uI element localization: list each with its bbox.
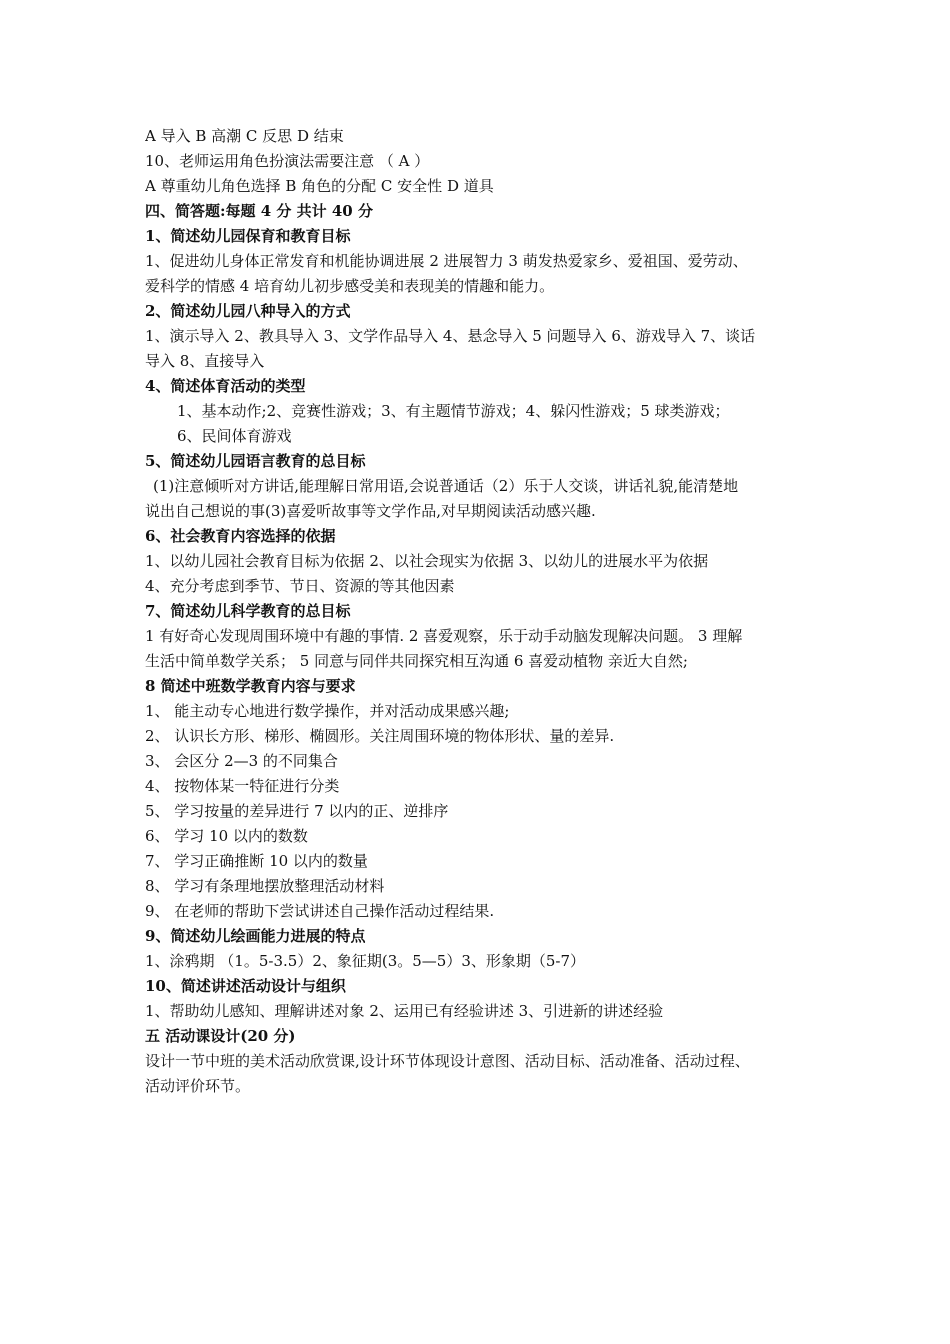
text-line: 4、 按物体某一特征进行分类 <box>145 777 340 795</box>
text-line: 1、帮助幼儿感知、理解讲述对象 2、运用已有经验讲述 3、引进新的讲述经验 <box>145 1002 664 1020</box>
text-line: 爱科学的情感 4 培育幼儿初步感受美和表现美的情趣和能力。 <box>145 277 555 295</box>
section-heading: 五 活动课设计(20 分) <box>145 1027 296 1045</box>
text-line: 说出自己想说的事(3)喜爱听故事等文学作品,对早期阅读活动感兴趣. <box>145 502 596 520</box>
text-line: 1、基本动作;2、竞赛性游戏；3、有主题情节游戏；4、躲闪性游戏；5 球类游戏； <box>177 402 730 420</box>
section-heading: 6、社会教育内容选择的依据 <box>145 527 336 545</box>
text-line: 1、促进幼儿身体正常发育和机能协调进展 2 进展智力 3 萌发热爱家乡、爱祖国、爱劳动、 <box>145 252 748 270</box>
section-heading: 5、简述幼儿园语言教育的总目标 <box>145 452 366 470</box>
text-line: 7、 学习正确推断 10 以内的数量 <box>145 852 368 870</box>
text-line: 1 有好奇心发现周围环境中有趣的事情. 2 喜爱观察，乐于动手动脑发现解决问题。 3 理解 <box>145 627 743 645</box>
text-line: A 导入 B 高潮 C 反思 D 结束 <box>145 127 344 145</box>
text-line: 2、 认识长方形、梯形、椭圆形。关注周围环境的物体形状、量的差异. <box>145 727 615 745</box>
text-line: 1、演示导入 2、教具导入 3、文学作品导入 4、悬念导入 5 问题导入 6、游戏导入 7、谈话 <box>145 327 756 345</box>
text-line: 6、 学习 10 以内的数数 <box>145 827 308 845</box>
section-heading: 7、简述幼儿科学教育的总目标 <box>145 602 351 620</box>
text-line: 6、民间体育游戏 <box>177 427 292 445</box>
text-line: 导入 8、直接导入 <box>145 352 265 370</box>
text-line: 1、 能主动专心地进行数学操作，并对活动成果感兴趣; <box>145 702 510 720</box>
text-line: 9、 在老师的帮助下尝试讲述自己操作活动过程结果. <box>145 902 495 920</box>
section-heading: 10、简述讲述活动设计与组织 <box>145 977 346 995</box>
text-line: 设计一节中班的美术活动欣赏课,设计环节体现设计意图、活动目标、活动准备、活动过程、 <box>145 1052 750 1070</box>
text-line: 生活中简单数学关系； 5 同意与同伴共同探究相互沟通 6 喜爱动植物 亲近大自然; <box>145 652 688 670</box>
section-heading: 四、简答题:每题 4 分 共计 40 分 <box>145 202 373 220</box>
text-line: (1)注意倾听对方讲话,能理解日常用语,会说普通话（2）乐于人交谈，讲话礼貌,能清楚地 <box>153 477 739 495</box>
text-line: 8、 学习有条理地摆放整理活动材料 <box>145 877 385 895</box>
text-line: 1、以幼儿园社会教育目标为依据 2、以社会现实为依据 3、以幼儿的进展水平为依据 <box>145 552 709 570</box>
text-line: A 尊重幼儿角色选择 B 角色的分配 C 安全性 D 道具 <box>145 177 494 195</box>
text-line: 活动评价环节。 <box>145 1077 251 1095</box>
text-line: 1、涂鸦期 （1。5-3.5）2、象征期(3。5—5）3、形象期（5-7） <box>145 952 586 970</box>
text-line: 5、 学习按量的差异进行 7 以内的正、逆排序 <box>145 802 449 820</box>
section-heading: 8 简述中班数学教育内容与要求 <box>145 677 356 695</box>
section-heading: 2、简述幼儿园八种导入的方式 <box>145 302 351 320</box>
section-heading: 1、简述幼儿园保育和教育目标 <box>145 227 351 245</box>
text-line: 10、老师运用角色扮演法需要注意 （ A ） <box>145 152 430 170</box>
document-body <box>145 124 825 1099</box>
section-heading: 9、简述幼儿绘画能力进展的特点 <box>145 927 366 945</box>
text-line: 3、 会区分 2—3 的不同集合 <box>145 752 338 770</box>
section-heading: 4、简述体育活动的类型 <box>145 377 306 395</box>
text-line: 4、充分考虑到季节、节日、资源的等其他因素 <box>145 577 455 595</box>
